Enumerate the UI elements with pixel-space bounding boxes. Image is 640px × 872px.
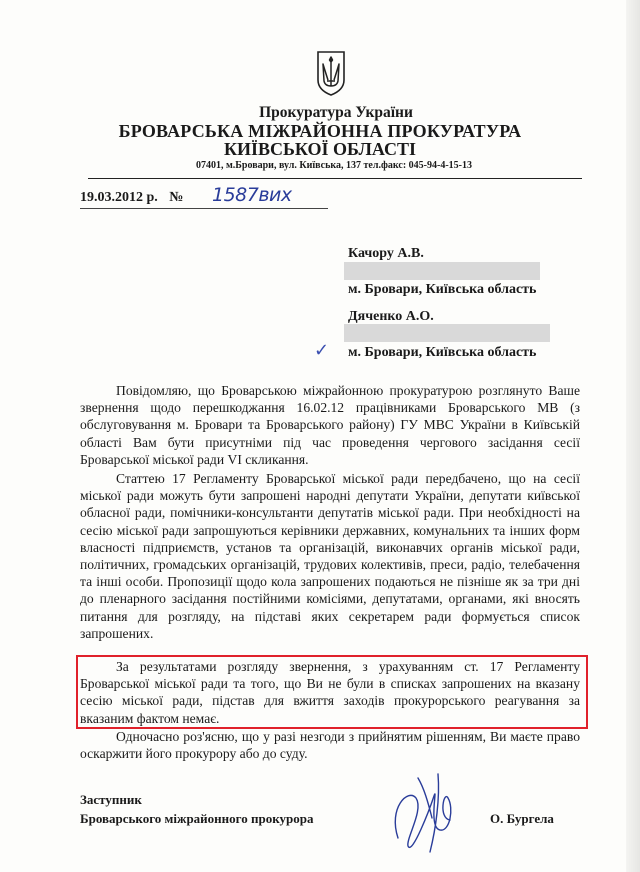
org-contacts: 07401, м.Бровари, вул. Київська, 137 тел.факс: 045-94-4-15-13 (195, 160, 472, 171)
paragraph-4: Одночасно роз'ясню, що у разі незгоди з прийнятим рішенням, Ви маєте право оскаржити його прокурору або до суду. (80, 729, 580, 762)
paragraph-2: Статтею 17 Регламенту Броварської міської ради передбачено, що на сесії міської ради можуть бути запрошені народні депутати України, депутати київської обласної ради, помічники-консультанти депутатів міської ради. При необхідності на сесію міської ради запрошуються керівники державних, комунальних та інших форм власності підприємств, установ та організацій, виконавчих органів міської ради, політичних, громадських організацій, трудових колективів, преси, радіо, телебачення та інші особи. Пропозиції щодо кола запрошених подаються не пізніше як за три дні до пленарного засідання постійними комісіями, депутатами, органами, які вносять питання для розгляду, на підставі яких секретарем ради формується список запрошених. (80, 471, 580, 641)
redacted-address-1 (344, 262, 540, 280)
checkmark-icon: ✓ (314, 340, 330, 361)
signer-role-line1: Заступник (80, 792, 142, 807)
recipient-1-city: м. Бровари, Київська область (348, 282, 537, 297)
handwritten-signature (378, 768, 468, 858)
signer-name: О. Бургела (490, 811, 554, 826)
signer-role-line2: Броварського міжрайонного прокурора (80, 811, 314, 826)
org-name: БРОВАРСЬКА МІЖРАЙОННА ПРОКУРАТУРА (118, 121, 522, 141)
paragraph-1: Повідомляю, що Броварською міжрайонною прокуратурою розглянуто Ваше звернення щодо перешкоджання 16.02.12 працівниками Броварського МВ (з обслуговування м. Бровари та Броварського району) ГУ МВС України в Київській області Вам бути присутніми під час проведення чергового засідання сесії Броварської міської ради VI скликання. (80, 383, 580, 467)
letter-date-line (80, 190, 183, 206)
header-divider (88, 178, 582, 179)
number-sign: № (169, 190, 184, 205)
highlight-box (76, 655, 588, 729)
paragraph-3: За результатами розгляду звернення, з урахуванням ст. 17 Регламенту Броварської міської ради та того, що Ви не були в списках запрошених на вказану сесію міської ради, підстав для вжиття заходів прокурорського реагування за вказаним фактом немає. (80, 659, 580, 726)
letter-date: 19.03.2012 р. (80, 190, 158, 205)
recipient-2-name: Дяченко А.О. (348, 309, 434, 324)
tryzub-emblem-icon (316, 50, 346, 96)
org-region: КИЇВСЬКОЇ ОБЛАСТІ (223, 139, 417, 159)
recipient-2-city: м. Бровари, Київська область (348, 345, 537, 360)
org-parent-name: Прокуратура України (259, 104, 413, 121)
registration-number-handwritten: 1587вих (212, 184, 292, 206)
redacted-address-2 (344, 324, 550, 342)
date-underline (80, 208, 328, 209)
recipient-1-name: Качору А.В. (348, 246, 424, 261)
